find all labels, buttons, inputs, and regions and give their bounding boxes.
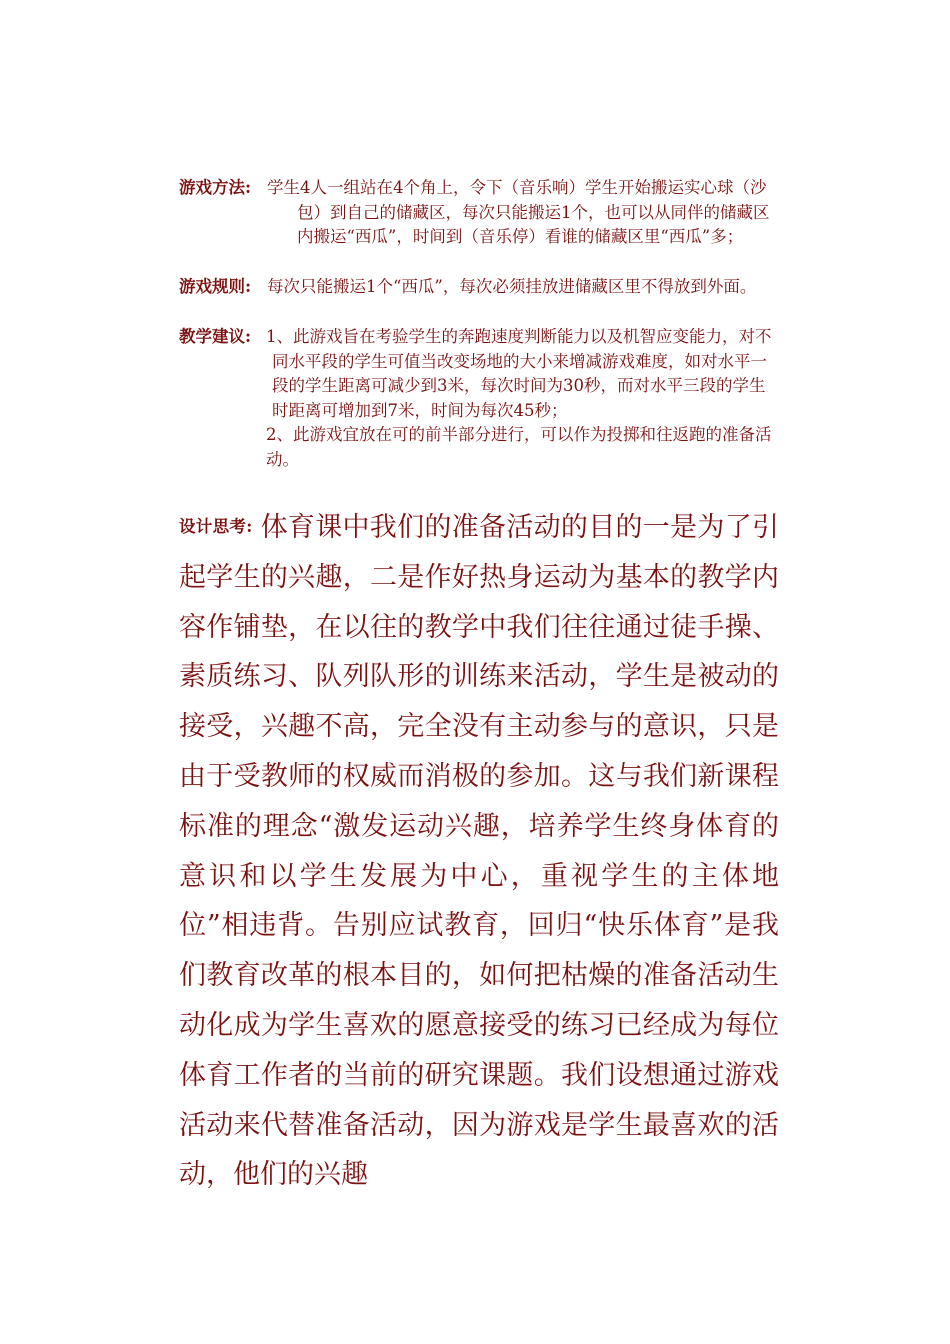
game-rules-section — [179, 275, 779, 300]
teaching-advice-label: 教学建议: — [179, 327, 252, 346]
game-rules-label: 游戏规则: — [179, 277, 252, 296]
design-thinking-section — [179, 502, 779, 1200]
teaching-advice-item-1: 1、此游戏旨在考验学生的奔跑速度判断能力以及机智应变能力，对不同水平段的学生可值当改变场地的大小来增减游戏难度，如对水平一段的学生距离可减少到3米，每次时间为30秒，而对水平三段的学生时距离可增加到7米，时间为每次45秒； — [266, 327, 772, 420]
design-thinking-label: 设计思考: — [179, 517, 253, 536]
game-rules-text: 每次只能搬运1个“西瓜”，每次必须挂放进储藏区里不得放到外面。 — [267, 277, 757, 296]
game-method-label: 游戏方法: — [179, 178, 252, 197]
game-method-text: 学生4人一组站在4个角上，令下（音乐响）学生开始搬运实心球（沙包）到自己的储藏区，每次只能搬运1个，也可以从同伴的储藏区内搬运“西瓜”，时间到（音乐停）看谁的储藏区里“西瓜”多； — [267, 178, 770, 246]
design-thinking-text: 体育课中我们的准备活动的目的一是为了引起学生的兴趣，二是作好热身运动为基本的教学内容作铺垫，在以往的教学中我们往往通过徒手操、素质练习、队列队形的训练来活动，学生是被动的接受，兴趣不高，完全没有主动参与的意识，只是由于受教师的权威而消极的参加。这与我们新课程标准的理念“激发运动兴趣，培养学生终身体育的意识和以学生发展为中心，重视学生的主体地位”相违背。告别应试教育，回归“快乐体育”是我们教育改革的根本目的，如何把枯燥的准备活动生动化成为学生喜欢的愿意接受的练习已经成为每位体育工作者的当前的研究课题。我们设想通过游戏活动来代替准备活动，因为游戏是学生最喜欢的活动，他们的兴趣 — [179, 512, 780, 1191]
game-method-section — [179, 176, 779, 250]
teaching-advice-item-2: 2、此游戏宜放在可的前半部分进行，可以作为投掷和往返跑的准备活动。 — [266, 425, 772, 469]
teaching-advice-section — [179, 325, 779, 472]
